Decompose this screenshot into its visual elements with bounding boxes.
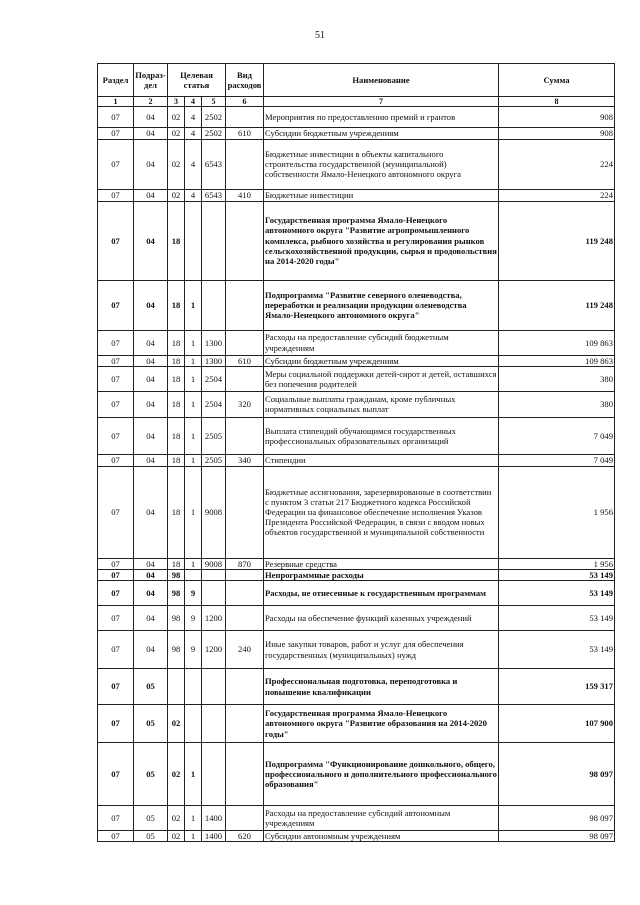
- section-cell: 07: [98, 128, 134, 139]
- direction-code-cell: 2505: [202, 454, 226, 466]
- subprogram-code-cell: [185, 705, 202, 743]
- program-code-cell: 98: [168, 569, 185, 580]
- subsection-cell: 04: [134, 417, 168, 454]
- header-amount: Сумма: [499, 64, 615, 97]
- expense-type-cell: [226, 330, 264, 355]
- program-code-cell: 02: [168, 743, 185, 806]
- amount-cell: 107 900: [499, 705, 615, 743]
- subprogram-code-cell: 9: [185, 581, 202, 606]
- program-code-cell: 18: [168, 280, 185, 330]
- subprogram-code-cell: 1: [185, 831, 202, 842]
- subprogram-code-cell: 9: [185, 631, 202, 669]
- amount-cell: 224: [499, 189, 615, 201]
- table-row: [98, 417, 615, 454]
- subsection-cell: 04: [134, 631, 168, 669]
- section-cell: 07: [98, 669, 134, 705]
- name-cell: Социальные выплаты гражданам, кроме публичных нормативных социальных выплат: [264, 391, 499, 417]
- subsection-cell: 04: [134, 201, 168, 280]
- name-cell: Выплата стипендий обучающимся государственных профессиональных образовательных организаций: [264, 417, 499, 454]
- subprogram-code-cell: 9: [185, 606, 202, 631]
- name-cell: Подпрограмма "Функционирование дошкольного, общего, профессионального и дополнительного профессионального образования": [264, 743, 499, 806]
- column-number: 1: [98, 97, 134, 107]
- column-number: 2: [134, 97, 168, 107]
- name-cell: Расходы на предоставление субсидий бюджетным учреждениям: [264, 330, 499, 355]
- program-code-cell: 18: [168, 391, 185, 417]
- section-cell: 07: [98, 581, 134, 606]
- direction-code-cell: 2504: [202, 391, 226, 417]
- section-cell: 07: [98, 139, 134, 189]
- expense-type-cell: [226, 366, 264, 391]
- program-code-cell: 18: [168, 366, 185, 391]
- amount-cell: 159 317: [499, 669, 615, 705]
- section-cell: 07: [98, 606, 134, 631]
- name-cell: Непрограммные расходы: [264, 569, 499, 580]
- subsection-cell: 05: [134, 669, 168, 705]
- section-cell: 07: [98, 569, 134, 580]
- name-cell: Иные закупки товаров, работ и услуг для обеспечения государственных (муниципальных) нужд: [264, 631, 499, 669]
- table-row: [98, 831, 615, 842]
- subsection-cell: 05: [134, 705, 168, 743]
- subprogram-code-cell: 1: [185, 743, 202, 806]
- amount-cell: 1 956: [499, 466, 615, 558]
- direction-code-cell: [202, 581, 226, 606]
- subprogram-code-cell: 4: [185, 107, 202, 128]
- column-number-row: [98, 97, 615, 107]
- expense-type-cell: 620: [226, 831, 264, 842]
- section-cell: 07: [98, 806, 134, 831]
- direction-code-cell: [202, 569, 226, 580]
- subsection-cell: 04: [134, 107, 168, 128]
- subprogram-code-cell: [185, 669, 202, 705]
- expense-type-cell: [226, 606, 264, 631]
- table-row: [98, 107, 615, 128]
- expense-type-cell: [226, 280, 264, 330]
- expense-type-cell: 320: [226, 391, 264, 417]
- program-code-cell: 02: [168, 128, 185, 139]
- program-code-cell: 98: [168, 631, 185, 669]
- amount-cell: 908: [499, 107, 615, 128]
- section-cell: 07: [98, 201, 134, 280]
- amount-cell: 119 248: [499, 201, 615, 280]
- table-row: [98, 806, 615, 831]
- expense-type-cell: [226, 417, 264, 454]
- name-cell: Мероприятия по предоставлению премий и грантов: [264, 107, 499, 128]
- expense-type-cell: [226, 581, 264, 606]
- direction-code-cell: 2505: [202, 417, 226, 454]
- column-number: 5: [202, 97, 226, 107]
- section-cell: 07: [98, 330, 134, 355]
- subsection-cell: 04: [134, 280, 168, 330]
- section-cell: 07: [98, 107, 134, 128]
- name-cell: Бюджетные инвестиции: [264, 189, 499, 201]
- subprogram-code-cell: 4: [185, 189, 202, 201]
- program-code-cell: 02: [168, 806, 185, 831]
- direction-code-cell: [202, 669, 226, 705]
- program-code-cell: 02: [168, 139, 185, 189]
- expense-type-cell: [226, 201, 264, 280]
- direction-code-cell: [202, 705, 226, 743]
- column-number: 6: [226, 97, 264, 107]
- section-cell: 07: [98, 466, 134, 558]
- program-code-cell: 02: [168, 107, 185, 128]
- subprogram-code-cell: 1: [185, 366, 202, 391]
- direction-code-cell: 6543: [202, 139, 226, 189]
- amount-cell: 109 863: [499, 355, 615, 366]
- name-cell: Профессиональная подготовка, переподготовка и повышение квалификации: [264, 669, 499, 705]
- subsection-cell: 04: [134, 128, 168, 139]
- program-code-cell: 02: [168, 831, 185, 842]
- table-row: [98, 558, 615, 569]
- program-code-cell: 18: [168, 558, 185, 569]
- amount-cell: 98 097: [499, 806, 615, 831]
- direction-code-cell: 1400: [202, 831, 226, 842]
- expense-type-cell: 340: [226, 454, 264, 466]
- direction-code-cell: 1200: [202, 606, 226, 631]
- name-cell: Бюджетные ассигнования, зарезервированные в соответствии с пунктом 3 статьи 217 Бюджетного кодекса Российской Федерации на финансовое обеспечение исполнения Указов Президента Российской Федерации, в связи с вводом новых объектов государственной и муниципальной собственности: [264, 466, 499, 558]
- subsection-cell: 04: [134, 391, 168, 417]
- header-target-article: Целевая статья: [168, 64, 226, 97]
- table-row: [98, 631, 615, 669]
- direction-code-cell: 2504: [202, 366, 226, 391]
- direction-code-cell: 9008: [202, 558, 226, 569]
- section-cell: 07: [98, 558, 134, 569]
- program-code-cell: 02: [168, 189, 185, 201]
- amount-cell: 224: [499, 139, 615, 189]
- name-cell: Стипендии: [264, 454, 499, 466]
- direction-code-cell: 1200: [202, 631, 226, 669]
- table-row: [98, 743, 615, 806]
- direction-code-cell: 9008: [202, 466, 226, 558]
- name-cell: Расходы на обеспечение функций казенных учреждений: [264, 606, 499, 631]
- direction-code-cell: 1300: [202, 355, 226, 366]
- section-cell: 07: [98, 454, 134, 466]
- table-row: [98, 366, 615, 391]
- table-row: [98, 705, 615, 743]
- budget-table: [97, 63, 615, 842]
- subsection-cell: 04: [134, 558, 168, 569]
- expense-type-cell: 240: [226, 631, 264, 669]
- program-code-cell: 18: [168, 454, 185, 466]
- subprogram-code-cell: [185, 569, 202, 580]
- direction-code-cell: 2502: [202, 128, 226, 139]
- direction-code-cell: 1300: [202, 330, 226, 355]
- table-row: [98, 669, 615, 705]
- program-code-cell: [168, 669, 185, 705]
- subprogram-code-cell: 1: [185, 466, 202, 558]
- expense-type-cell: 870: [226, 558, 264, 569]
- table-row: [98, 581, 615, 606]
- subprogram-code-cell: 1: [185, 417, 202, 454]
- column-number: 7: [264, 97, 499, 107]
- table-row: [98, 466, 615, 558]
- section-cell: 07: [98, 705, 134, 743]
- section-cell: 07: [98, 743, 134, 806]
- expense-type-cell: 610: [226, 355, 264, 366]
- section-cell: 07: [98, 831, 134, 842]
- subprogram-code-cell: 1: [185, 391, 202, 417]
- subprogram-code-cell: 1: [185, 280, 202, 330]
- table-row: [98, 139, 615, 189]
- expense-type-cell: 410: [226, 189, 264, 201]
- direction-code-cell: 6543: [202, 189, 226, 201]
- header-subsection: Подраз-дел: [134, 64, 168, 97]
- name-cell: Бюджетные инвестиции в объекты капитального строительства государственной (муниципальной) собственности Ямало-Ненецкого автономного округа: [264, 139, 499, 189]
- table-row: [98, 128, 615, 139]
- subprogram-code-cell: [185, 201, 202, 280]
- program-code-cell: 18: [168, 466, 185, 558]
- direction-code-cell: [202, 743, 226, 806]
- table-row: [98, 355, 615, 366]
- section-cell: 07: [98, 366, 134, 391]
- subsection-cell: 04: [134, 189, 168, 201]
- subsection-cell: 04: [134, 139, 168, 189]
- amount-cell: 53 149: [499, 581, 615, 606]
- direction-code-cell: [202, 280, 226, 330]
- program-code-cell: 18: [168, 417, 185, 454]
- subprogram-code-cell: 4: [185, 128, 202, 139]
- header-expense-type: Вид расходов: [226, 64, 264, 97]
- amount-cell: 53 149: [499, 631, 615, 669]
- section-cell: 07: [98, 189, 134, 201]
- subprogram-code-cell: 1: [185, 355, 202, 366]
- subprogram-code-cell: 1: [185, 330, 202, 355]
- subprogram-code-cell: 1: [185, 806, 202, 831]
- subprogram-code-cell: 1: [185, 558, 202, 569]
- table-row: [98, 189, 615, 201]
- name-cell: Меры социальной поддержки детей-сирот и детей, оставшихся без попечения родителей: [264, 366, 499, 391]
- amount-cell: 7 049: [499, 417, 615, 454]
- column-number: 4: [185, 97, 202, 107]
- direction-code-cell: 1400: [202, 806, 226, 831]
- amount-cell: 98 097: [499, 831, 615, 842]
- amount-cell: 380: [499, 366, 615, 391]
- expense-type-cell: [226, 743, 264, 806]
- program-code-cell: 18: [168, 201, 185, 280]
- subsection-cell: 04: [134, 606, 168, 631]
- name-cell: Государственная программа Ямало-Ненецкого автономного округа "Развитие образования на 2014-2020 годы": [264, 705, 499, 743]
- section-cell: 07: [98, 631, 134, 669]
- name-cell: Резервные средства: [264, 558, 499, 569]
- program-code-cell: 18: [168, 355, 185, 366]
- amount-cell: 380: [499, 391, 615, 417]
- page-number: 51: [315, 30, 325, 41]
- name-cell: Расходы, не отнесенные к государственным программам: [264, 581, 499, 606]
- table-row: [98, 201, 615, 280]
- amount-cell: 53 149: [499, 569, 615, 580]
- program-code-cell: 02: [168, 705, 185, 743]
- header-section: Раздел: [98, 64, 134, 97]
- amount-cell: 908: [499, 128, 615, 139]
- amount-cell: 53 149: [499, 606, 615, 631]
- subprogram-code-cell: 4: [185, 139, 202, 189]
- expense-type-cell: 610: [226, 128, 264, 139]
- header-name: Наименование: [264, 64, 499, 97]
- expense-type-cell: [226, 139, 264, 189]
- table-row: [98, 454, 615, 466]
- expense-type-cell: [226, 669, 264, 705]
- expense-type-cell: [226, 569, 264, 580]
- program-code-cell: 98: [168, 581, 185, 606]
- column-number: 3: [168, 97, 185, 107]
- table-row: [98, 330, 615, 355]
- expense-type-cell: [226, 705, 264, 743]
- section-cell: 07: [98, 391, 134, 417]
- column-number: 8: [499, 97, 615, 107]
- name-cell: Расходы на предоставление субсидий автономным учреждениям: [264, 806, 499, 831]
- expense-type-cell: [226, 466, 264, 558]
- name-cell: Подпрограмма "Развитие северного оленеводства, переработки и реализации продукции оленеводства Ямало-Ненецкого автономного округа": [264, 280, 499, 330]
- subprogram-code-cell: 1: [185, 454, 202, 466]
- expense-type-cell: [226, 806, 264, 831]
- name-cell: Субсидии автономным учреждениям: [264, 831, 499, 842]
- table-row: [98, 606, 615, 631]
- name-cell: Государственная программа Ямало-Ненецкого автономного округа "Развитие агропромышленного комплекса, рыбного хозяйства и регулирования рынков сельскохозяйственной продукции, сырья и продовольствия на 2014-2020 годы": [264, 201, 499, 280]
- subsection-cell: 04: [134, 454, 168, 466]
- table-body: [98, 107, 615, 842]
- subsection-cell: 04: [134, 366, 168, 391]
- subsection-cell: 05: [134, 806, 168, 831]
- table-row: [98, 280, 615, 330]
- amount-cell: 109 863: [499, 330, 615, 355]
- subsection-cell: 04: [134, 355, 168, 366]
- section-cell: 07: [98, 280, 134, 330]
- name-cell: Субсидии бюджетным учреждениям: [264, 355, 499, 366]
- program-code-cell: 98: [168, 606, 185, 631]
- subsection-cell: 05: [134, 743, 168, 806]
- subsection-cell: 04: [134, 569, 168, 580]
- table-row: [98, 569, 615, 580]
- name-cell: Субсидии бюджетным учреждениям: [264, 128, 499, 139]
- subsection-cell: 04: [134, 330, 168, 355]
- expense-type-cell: [226, 107, 264, 128]
- amount-cell: 7 049: [499, 454, 615, 466]
- amount-cell: 119 248: [499, 280, 615, 330]
- direction-code-cell: [202, 201, 226, 280]
- direction-code-cell: 2502: [202, 107, 226, 128]
- amount-cell: 1 956: [499, 558, 615, 569]
- subsection-cell: 04: [134, 581, 168, 606]
- amount-cell: 98 097: [499, 743, 615, 806]
- subsection-cell: 04: [134, 466, 168, 558]
- program-code-cell: 18: [168, 330, 185, 355]
- table-row: [98, 391, 615, 417]
- section-cell: 07: [98, 355, 134, 366]
- subsection-cell: 05: [134, 831, 168, 842]
- section-cell: 07: [98, 417, 134, 454]
